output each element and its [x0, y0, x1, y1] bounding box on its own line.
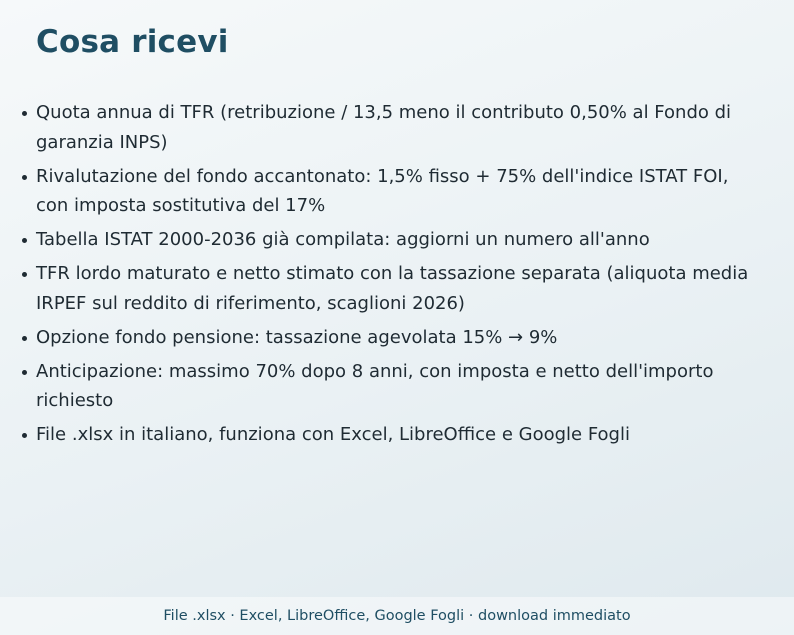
feature-item: Quota annua di TFR (retribuzione / 13,5 meno il contributo 0,50% al Fondo di garanzia INPS) — [36, 98, 766, 157]
feature-item: TFR lordo maturato e netto stimato con la tassazione separata (aliquota media IRPEF sul reddito di riferimento, scaglioni 2026) — [36, 259, 766, 318]
page-title: Cosa ricevi — [36, 24, 229, 60]
feature-item: Anticipazione: massimo 70% dopo 8 anni, con imposta e netto dell'importo richiesto — [36, 357, 766, 416]
feature-item: Rivalutazione del fondo accantonato: 1,5% fisso + 75% dell'indice ISTAT FOI, con imposta sostitutiva del 17% — [36, 162, 766, 221]
feature-item: Opzione fondo pensione: tassazione agevolata 15% → 9% — [36, 323, 766, 353]
feature-item: Tabella ISTAT 2000-2036 già compilata: aggiorni un numero all'anno — [36, 225, 766, 255]
footer-note: File .xlsx · Excel, LibreOffice, Google Fogli · download immediato — [0, 597, 794, 635]
feature-item: File .xlsx in italiano, funziona con Excel, LibreOffice e Google Fogli — [36, 420, 766, 450]
feature-list — [36, 98, 766, 454]
